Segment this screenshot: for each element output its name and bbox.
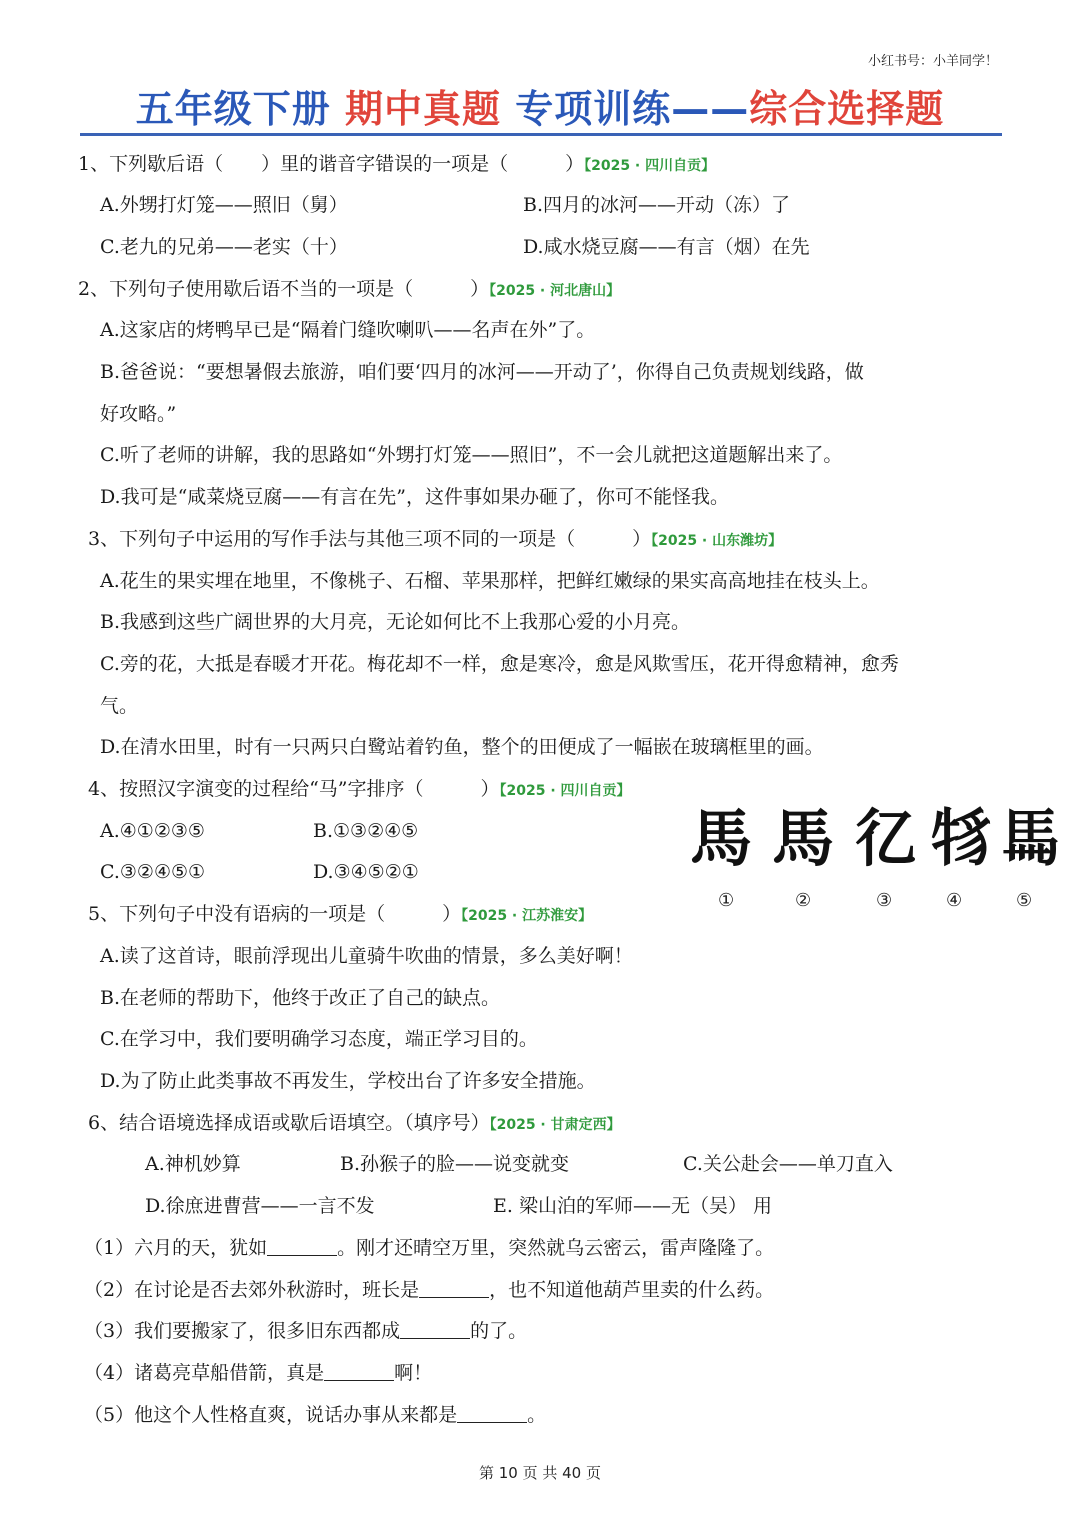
glyph-3: 𢒼 bbox=[855, 802, 918, 875]
question-2-stem: 2、下列句子使用歇后语不当的一项是（ ）【2025 · 河北唐山】 bbox=[78, 278, 621, 300]
question-1-option-c: C.老九的兄弟——老实（十） bbox=[100, 236, 348, 258]
question-5-source: 【2025 · 江苏淮安】 bbox=[461, 908, 593, 924]
question-6-choice-d: D.徐庶进曹营——一言不发 bbox=[145, 1195, 375, 1217]
question-6-choice-e: E. 梁山泊的军师——无（吴） 用 bbox=[493, 1195, 772, 1217]
title-exam: 期中真题 bbox=[344, 87, 516, 131]
glyph-number-1: ① bbox=[718, 890, 735, 911]
question-1-option-b: B.四月的冰河——开动（冻）了 bbox=[523, 194, 791, 216]
question-6-sentence-5: （5）他这个人性格直爽，说话办事从来都是 。 bbox=[84, 1404, 547, 1426]
glyph-4: 𤙪 bbox=[930, 802, 993, 875]
watermark: 小红书号：小羊同学！ bbox=[867, 54, 998, 69]
question-5-option-d: D.为了防止此类事故不再发生，学校出台了许多安全措施。 bbox=[100, 1070, 596, 1092]
question-4-option-a: A.④①②③⑤ bbox=[100, 820, 205, 842]
question-6-stem: 6、结合语境选择成语或歇后语填空。（填序号）【2025 · 甘肃定西】 bbox=[88, 1112, 621, 1134]
title-divider bbox=[80, 133, 1002, 136]
page-title bbox=[0, 78, 1080, 133]
question-1-option-a: A.外甥打灯笼——照旧（舅） bbox=[100, 194, 348, 216]
question-4-option-d: D.③④⑤②① bbox=[313, 861, 419, 883]
glyph-number-4: ④ bbox=[946, 890, 963, 911]
question-2-option-c: C.听了老师的讲解，我的思路如“外甥打灯笼——照旧”，不一会儿就把这道题解出来了。 bbox=[100, 444, 843, 466]
question-5-option-c: C.在学习中，我们要明确学习态度，端正学习目的。 bbox=[100, 1028, 538, 1050]
glyph-2: 馬 bbox=[772, 802, 835, 875]
question-2-option-a: A.这家店的烤鸭早已是“隔着门缝吹喇叭——名声在外”了。 bbox=[100, 319, 596, 341]
question-6-sentence-3: （3）我们要搬家了，很多旧东西都成 的了。 bbox=[84, 1320, 528, 1342]
glyph-number-5: ⑤ bbox=[1016, 890, 1033, 911]
title-topic: 综合选择题 bbox=[749, 87, 945, 131]
question-3-option-b: B.我感到这些广阔世界的大月亮，无论如何比不上我那心爱的小月亮。 bbox=[100, 611, 691, 633]
question-3-option-c: C.旁的花，大抵是春暖才开花。梅花却不一样，愈是寒冷，愈是风欺雪压，花开得愈精神，愈秀 bbox=[100, 653, 899, 675]
question-3-source: 【2025 · 山东潍坊】 bbox=[651, 533, 783, 549]
question-4-source: 【2025 · 四川自贡】 bbox=[499, 783, 631, 799]
question-5-stem: 5、下列句子中没有语病的一项是（ ）【2025 · 江苏淮安】 bbox=[88, 903, 593, 925]
question-1-stem: 1、下列歇后语（ ）里的谐音字错误的一项是（ ）【2025 · 四川自贡】 bbox=[78, 153, 716, 175]
question-3-option-c-cont: 气。 bbox=[100, 695, 139, 717]
question-6-choice-a: A.神机妙算 bbox=[145, 1153, 241, 1175]
answer-blank[interactable] bbox=[324, 1364, 394, 1381]
page-footer: 第 10 页 共 40 页 bbox=[478, 1464, 601, 1482]
question-2-source: 【2025 · 河北唐山】 bbox=[489, 283, 621, 299]
question-6-sentence-4: （4）诸葛亮草船借箭，真是 啊！ bbox=[84, 1362, 433, 1384]
title-grade: 五年级下册 bbox=[135, 87, 345, 131]
question-5-option-a: A.读了这首诗，眼前浮现出儿童骑牛吹曲的情景，多么美好啊！ bbox=[100, 945, 633, 967]
answer-blank[interactable] bbox=[267, 1239, 337, 1256]
question-5-option-b: B.在老师的帮助下，他终于改正了自己的缺点。 bbox=[100, 987, 501, 1009]
question-4-stem: 4、按照汉字演变的过程给“马”字排序（ ）【2025 · 四川自贡】 bbox=[88, 778, 631, 800]
question-3-stem: 3、下列句子中运用的写作手法与其他三项不同的一项是（ ）【2025 · 山东潍坊】 bbox=[88, 528, 783, 550]
question-1-option-d: D.咸水烧豆腐——有言（烟）在先 bbox=[523, 236, 810, 258]
question-6-choice-c: C.关公赴会——单刀直入 bbox=[683, 1153, 893, 1175]
glyph-5: 𩡧 bbox=[1000, 802, 1063, 875]
title-training: 专项训练—— bbox=[515, 87, 750, 131]
question-6-choice-b: B.孙猴子的脸——说变就变 bbox=[340, 1153, 570, 1175]
question-2-option-b: B.爸爸说：“要想暑假去旅游，咱们要‘四月的冰河——开动了’，你得自己负责规划线路，做 bbox=[100, 361, 864, 383]
question-4-option-b: B.①③②④⑤ bbox=[313, 820, 419, 842]
glyph-number-3: ③ bbox=[876, 890, 893, 911]
question-1-source: 【2025 · 四川自贡】 bbox=[584, 158, 716, 174]
question-2-option-d: D.我可是“咸菜烧豆腐——有言在先”，这件事如果办砸了，你可不能怪我。 bbox=[100, 486, 730, 508]
question-3-option-d: D.在清水田里，时有一只两只白鹭站着钓鱼，整个的田便成了一幅嵌在玻璃框里的画。 bbox=[100, 736, 824, 758]
horse-character-evolution-figure bbox=[690, 802, 1063, 918]
question-6-sentence-1: （1）六月的天，犹如 。刚才还晴空万里，突然就乌云密云，雷声隆隆了。 bbox=[84, 1237, 775, 1259]
answer-blank[interactable] bbox=[457, 1406, 527, 1423]
question-4-option-c: C.③②④⑤① bbox=[100, 861, 206, 883]
answer-blank[interactable] bbox=[419, 1281, 489, 1298]
question-6-source: 【2025 · 甘肃定西】 bbox=[489, 1117, 621, 1133]
question-2-option-b-cont: 好攻略。” bbox=[100, 403, 177, 425]
glyph-number-2: ② bbox=[795, 890, 812, 911]
answer-blank[interactable] bbox=[400, 1322, 470, 1339]
question-6-sentence-2: （2）在讨论是否去郊外秋游时，班长是 ，也不知道他葫芦里卖的什么药。 bbox=[84, 1279, 775, 1301]
glyph-1: 馬 bbox=[690, 802, 753, 875]
question-3-option-a: A.花生的果实埋在地里，不像桃子、石榴、苹果那样，把鲜红嫩绿的果实高高地挂在枝头上。 bbox=[100, 570, 880, 592]
